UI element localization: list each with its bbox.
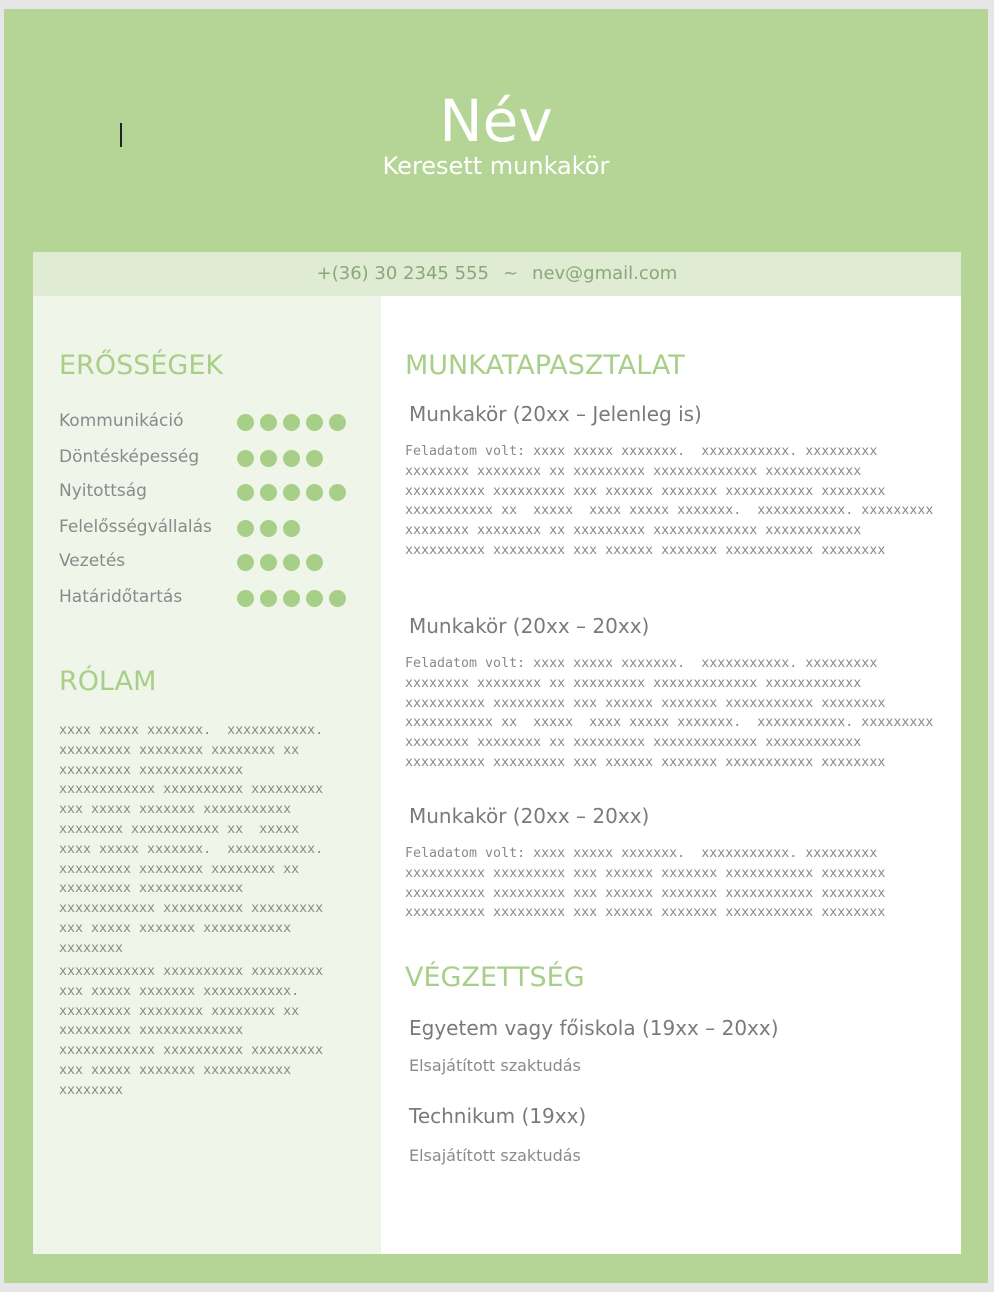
rating-dot: [237, 554, 254, 571]
rating-dot: [329, 590, 346, 607]
rating-dot: [260, 590, 277, 607]
job-description[interactable]: Feladatom volt: xxxx xxxxx xxxxxxx. xxxxxxxxxxx. xxxxxxxxx xxxxxxxxxx xxxxxxxxx xxx xxxxxx xxxxxxx xxxxxxxxxxx xxxxxxxx xxxxxxxxxx xxxxxxxxx xxx xxxxxx xxxxxxx xxxxxxxxxxx xxxxxxxx xxxxxxxxxx xxxxxxxxx xxx xxxxxx xxxxxxx xxxxxxxxxxx xxxxxxxx: [405, 846, 886, 921]
skill-label[interactable]: Vezetés: [59, 551, 126, 571]
rating-dot: [260, 414, 277, 431]
desired-position[interactable]: Keresett munkakör: [382, 152, 610, 180]
rating-dot: [260, 554, 277, 571]
rating-dot: [306, 450, 323, 467]
contact-bar: [33, 252, 961, 296]
job-title[interactable]: Munkakör (20xx – 20xx): [409, 804, 650, 828]
skill-label[interactable]: Kommunikáció: [59, 411, 184, 431]
rating-dot: [237, 520, 254, 537]
rating-dot: [329, 414, 346, 431]
skill-rating: [237, 414, 346, 431]
resume-page: [4, 9, 988, 1283]
education-detail[interactable]: Elsajátított szaktudás: [409, 1146, 581, 1165]
skill-row: [59, 447, 359, 477]
skill-label[interactable]: Határidőtartás: [59, 587, 183, 607]
job-title[interactable]: Munkakör (20xx – Jelenleg is): [409, 402, 702, 426]
about-paragraph[interactable]: xxxxxxxxxxxx xxxxxxxxxx xxxxxxxxx xxx xxxxx xxxxxxx xxxxxxxxxxx. xxxxxxxxx xxxxxxxx xxxxxxxx xx xxxxxxxxx xxxxxxxxxxxxx xxxxxxxxxxxx xxxxxxxxxx xxxxxxxxx xxx xxxxx xxxxxxx xxxxxxxxxxx xxxxxxxx: [59, 964, 324, 1098]
rating-dot: [283, 590, 300, 607]
skill-label[interactable]: Felelősségvállalás: [59, 517, 212, 537]
sidebar-column: [33, 296, 381, 1254]
rating-dot: [306, 484, 323, 501]
skill-rating: [237, 520, 300, 537]
skill-rating: [237, 484, 346, 501]
education-title[interactable]: Technikum (19xx): [409, 1104, 587, 1128]
education-detail[interactable]: Elsajátított szaktudás: [409, 1056, 581, 1075]
rating-dot: [283, 414, 300, 431]
rating-dot: [283, 554, 300, 571]
education-heading[interactable]: VÉGZETTSÉG: [405, 962, 585, 993]
rating-dot: [283, 484, 300, 501]
job-description[interactable]: Feladatom volt: xxxx xxxxx xxxxxxx. xxxxxxxxxxx. xxxxxxxxx xxxxxxxx xxxxxxxx xx xxxxxxxxx xxxxxxxxxxxxx xxxxxxxxxxxx xxxxxxxxxx xxxxxxxxx xxx xxxxxx xxxxxxx xxxxxxxxxxx xxxxxxxx xxxxxxxxxxx xx xxxxx xxxx xxxxx xxxxxxx. xxxxxxxxxxx. xxxxxxxxx xxxxxxxx xxxxxxxx xx xxxxxxxxx xxxxxxxxxxxxx xxxxxxxxxxxx xxxxxxxxxx xxxxxxxxx xxx xxxxxx xxxxxxx xxxxxxxxxxx xxxxxxxx: [405, 656, 934, 770]
strengths-heading[interactable]: ERŐSSÉGEK: [59, 350, 224, 381]
about-paragraph[interactable]: xxxx xxxxx xxxxxxx. xxxxxxxxxxx. xxxxxxxxx xxxxxxxx xxxxxxxx xx xxxxxxxxx xxxxxxxxxxxxx xxxxxxxxxxxx xxxxxxxxxx xxxxxxxxx xxx xxxxx xxxxxxx xxxxxxxxxxx xxxxxxxx xxxxxxxxxxx xx xxxxx xxxx xxxxx xxxxxxx. xxxxxxxxxxx. xxxxxxxxx xxxxxxxx xxxxxxxx xx xxxxxxxxx xxxxxxxxxxxxx xxxxxxxxxxxx xxxxxxxxxx xxxxxxxxx xxx xxxxx xxxxxxx xxxxxxxxxxx xxxxxxxx: [59, 723, 324, 956]
rating-dot: [306, 554, 323, 571]
rating-dot: [306, 590, 323, 607]
rating-dot: [237, 450, 254, 467]
about-heading[interactable]: RÓLAM: [59, 666, 157, 697]
phone-number[interactable]: +(36) 30 2345 555: [316, 263, 489, 284]
resume-name[interactable]: Név: [439, 87, 553, 155]
skill-rating: [237, 590, 346, 607]
rating-dot: [283, 520, 300, 537]
rating-dot: [260, 484, 277, 501]
rating-dot: [306, 414, 323, 431]
skill-rating: [237, 450, 323, 467]
job-title[interactable]: Munkakör (20xx – 20xx): [409, 614, 650, 638]
rating-dot: [237, 590, 254, 607]
rating-dot: [329, 484, 346, 501]
rating-dot: [237, 414, 254, 431]
skill-label[interactable]: Döntésképesség: [59, 447, 200, 467]
skill-label[interactable]: Nyitottság: [59, 481, 147, 501]
skill-rating: [237, 554, 323, 571]
skill-row: [59, 411, 359, 441]
contact-separator: ~: [502, 263, 519, 284]
email-address[interactable]: nev@gmail.com: [532, 263, 678, 284]
rating-dot: [260, 520, 277, 537]
job-description[interactable]: Feladatom volt: xxxx xxxxx xxxxxxx. xxxxxxxxxxx. xxxxxxxxx xxxxxxxx xxxxxxxx xx xxxxxxxxx xxxxxxxxxxxxx xxxxxxxxxxxx xxxxxxxxxx xxxxxxxxx xxx xxxxxx xxxxxxx xxxxxxxxxxx xxxxxxxx xxxxxxxxxxx xx xxxxx xxxx xxxxx xxxxxxx. xxxxxxxxxxx. xxxxxxxxx xxxxxxxx xxxxxxxx xx xxxxxxxxx xxxxxxxxxxxxx xxxxxxxxxxxx xxxxxxxxxx xxxxxxxxx xxx xxxxxx xxxxxxx xxxxxxxxxxx xxxxxxxx: [405, 444, 934, 558]
rating-dot: [260, 450, 277, 467]
main-column: [381, 296, 961, 1254]
skill-row: [59, 481, 359, 511]
rating-dot: [237, 484, 254, 501]
education-title[interactable]: Egyetem vagy főiskola (19xx – 20xx): [409, 1016, 779, 1040]
experience-heading[interactable]: MUNKATAPASZTALAT: [405, 350, 685, 381]
skill-row: [59, 587, 359, 617]
skill-row: [59, 517, 359, 547]
skill-row: [59, 551, 359, 581]
rating-dot: [283, 450, 300, 467]
